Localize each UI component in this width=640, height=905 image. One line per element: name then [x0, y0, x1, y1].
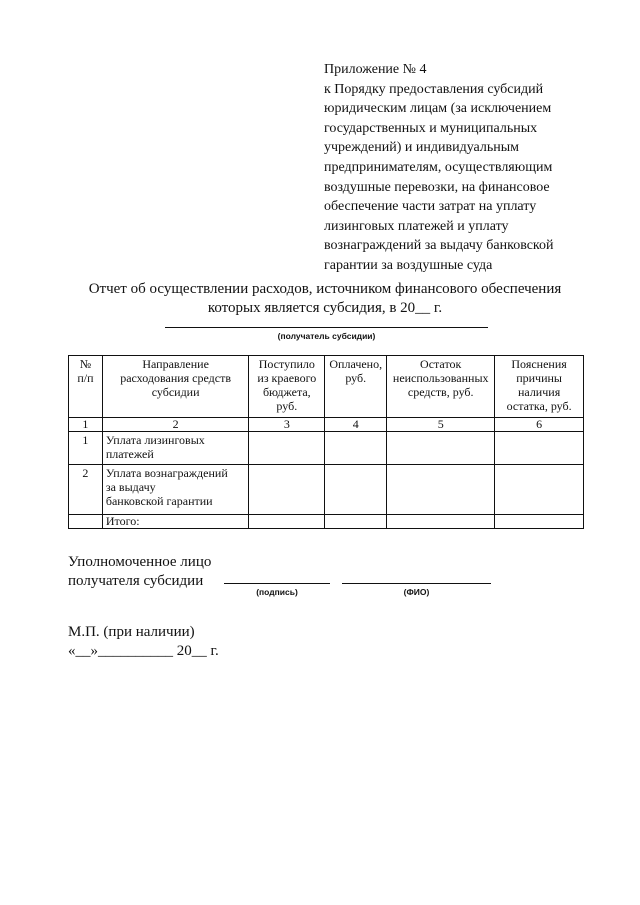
appendix-line: Приложение № 4 [324, 62, 427, 77]
recipient-blank-line [165, 327, 488, 328]
signer-line-2: получателя субсидии [68, 573, 204, 589]
report-title-line-1: Отчет об осуществлении расходов, источником финансового обеспечения [88, 281, 562, 297]
appendix-block [324, 60, 614, 276]
signer-line-1: Уполномоченное лицо [68, 554, 212, 570]
signature-blank-line [224, 583, 330, 584]
total-row [69, 515, 584, 529]
date-line: «__»__________ 20__ г. [68, 643, 219, 659]
empty-cell [495, 465, 584, 515]
empty-cell [495, 432, 584, 465]
report-title [60, 280, 590, 318]
row-direction: Уплата лизинговых платежей [102, 432, 249, 465]
empty-cell [387, 432, 495, 465]
empty-cell [325, 515, 387, 529]
column-numbers-row [69, 418, 584, 432]
header-cell-paid: Оплачено, руб. [325, 356, 387, 418]
name-caption: (ФИО) [403, 587, 430, 597]
table-header-row [69, 356, 584, 418]
empty-cell [387, 465, 495, 515]
header-cell-explanation: Пояснения причины наличия остатка, руб. [495, 356, 584, 418]
total-label: Итого: [102, 515, 249, 529]
header-cell-balance: Остаток неиспользованных средств, руб. [387, 356, 495, 418]
appendix-line: учреждений) и индивидуальным [324, 140, 520, 156]
table-row [69, 432, 584, 465]
stamp-block [68, 623, 219, 661]
empty-cell [495, 515, 584, 529]
empty-cell [249, 515, 325, 529]
row-direction: Уплата вознаграждений за выдачу банковской гарантии [102, 465, 249, 515]
column-number: 2 [102, 418, 249, 432]
header-cell-received: Поступило из краевого бюджета, руб. [249, 356, 325, 418]
table-row [69, 465, 584, 515]
column-number: 1 [69, 418, 103, 432]
report-table [68, 355, 584, 529]
appendix-line: к Порядку предоставления субсидий [324, 81, 544, 97]
appendix-line: предпринимателям, осуществляющим [324, 159, 553, 175]
stamp-line-1: М.П. (при наличии) [68, 624, 195, 640]
appendix-line: гарантии за воздушные суда [324, 257, 493, 273]
row-number: 1 [69, 432, 103, 465]
header-cell-number: № п/п [69, 356, 103, 418]
report-title-line-2: которых является субсидия, в 20__ г. [207, 300, 443, 316]
empty-cell [69, 515, 103, 529]
appendix-line: обеспечение части затрат на уплату [324, 199, 537, 215]
name-blank-line [342, 583, 491, 584]
empty-cell [325, 465, 387, 515]
column-number: 5 [387, 418, 495, 432]
empty-cell [387, 515, 495, 529]
empty-cell [249, 465, 325, 515]
column-number: 3 [249, 418, 325, 432]
recipient-caption: (получатель субсидии) [277, 331, 376, 341]
empty-cell [325, 432, 387, 465]
appendix-line: юридическим лицам (за исключением [324, 101, 552, 117]
column-number: 4 [325, 418, 387, 432]
appendix-line: вознаграждений за выдачу банковской [324, 238, 554, 254]
signature-caption: (подпись) [256, 587, 298, 597]
appendix-line: государственных и муниципальных [324, 120, 538, 136]
column-number: 6 [495, 418, 584, 432]
header-cell-direction: Направление расходования средств субсидии [102, 356, 249, 418]
empty-cell [249, 432, 325, 465]
row-number: 2 [69, 465, 103, 515]
signer-block [68, 553, 211, 591]
appendix-line: лизинговых платежей и уплату [324, 218, 509, 234]
appendix-line: воздушные перевозки, на финансовое [324, 179, 550, 195]
